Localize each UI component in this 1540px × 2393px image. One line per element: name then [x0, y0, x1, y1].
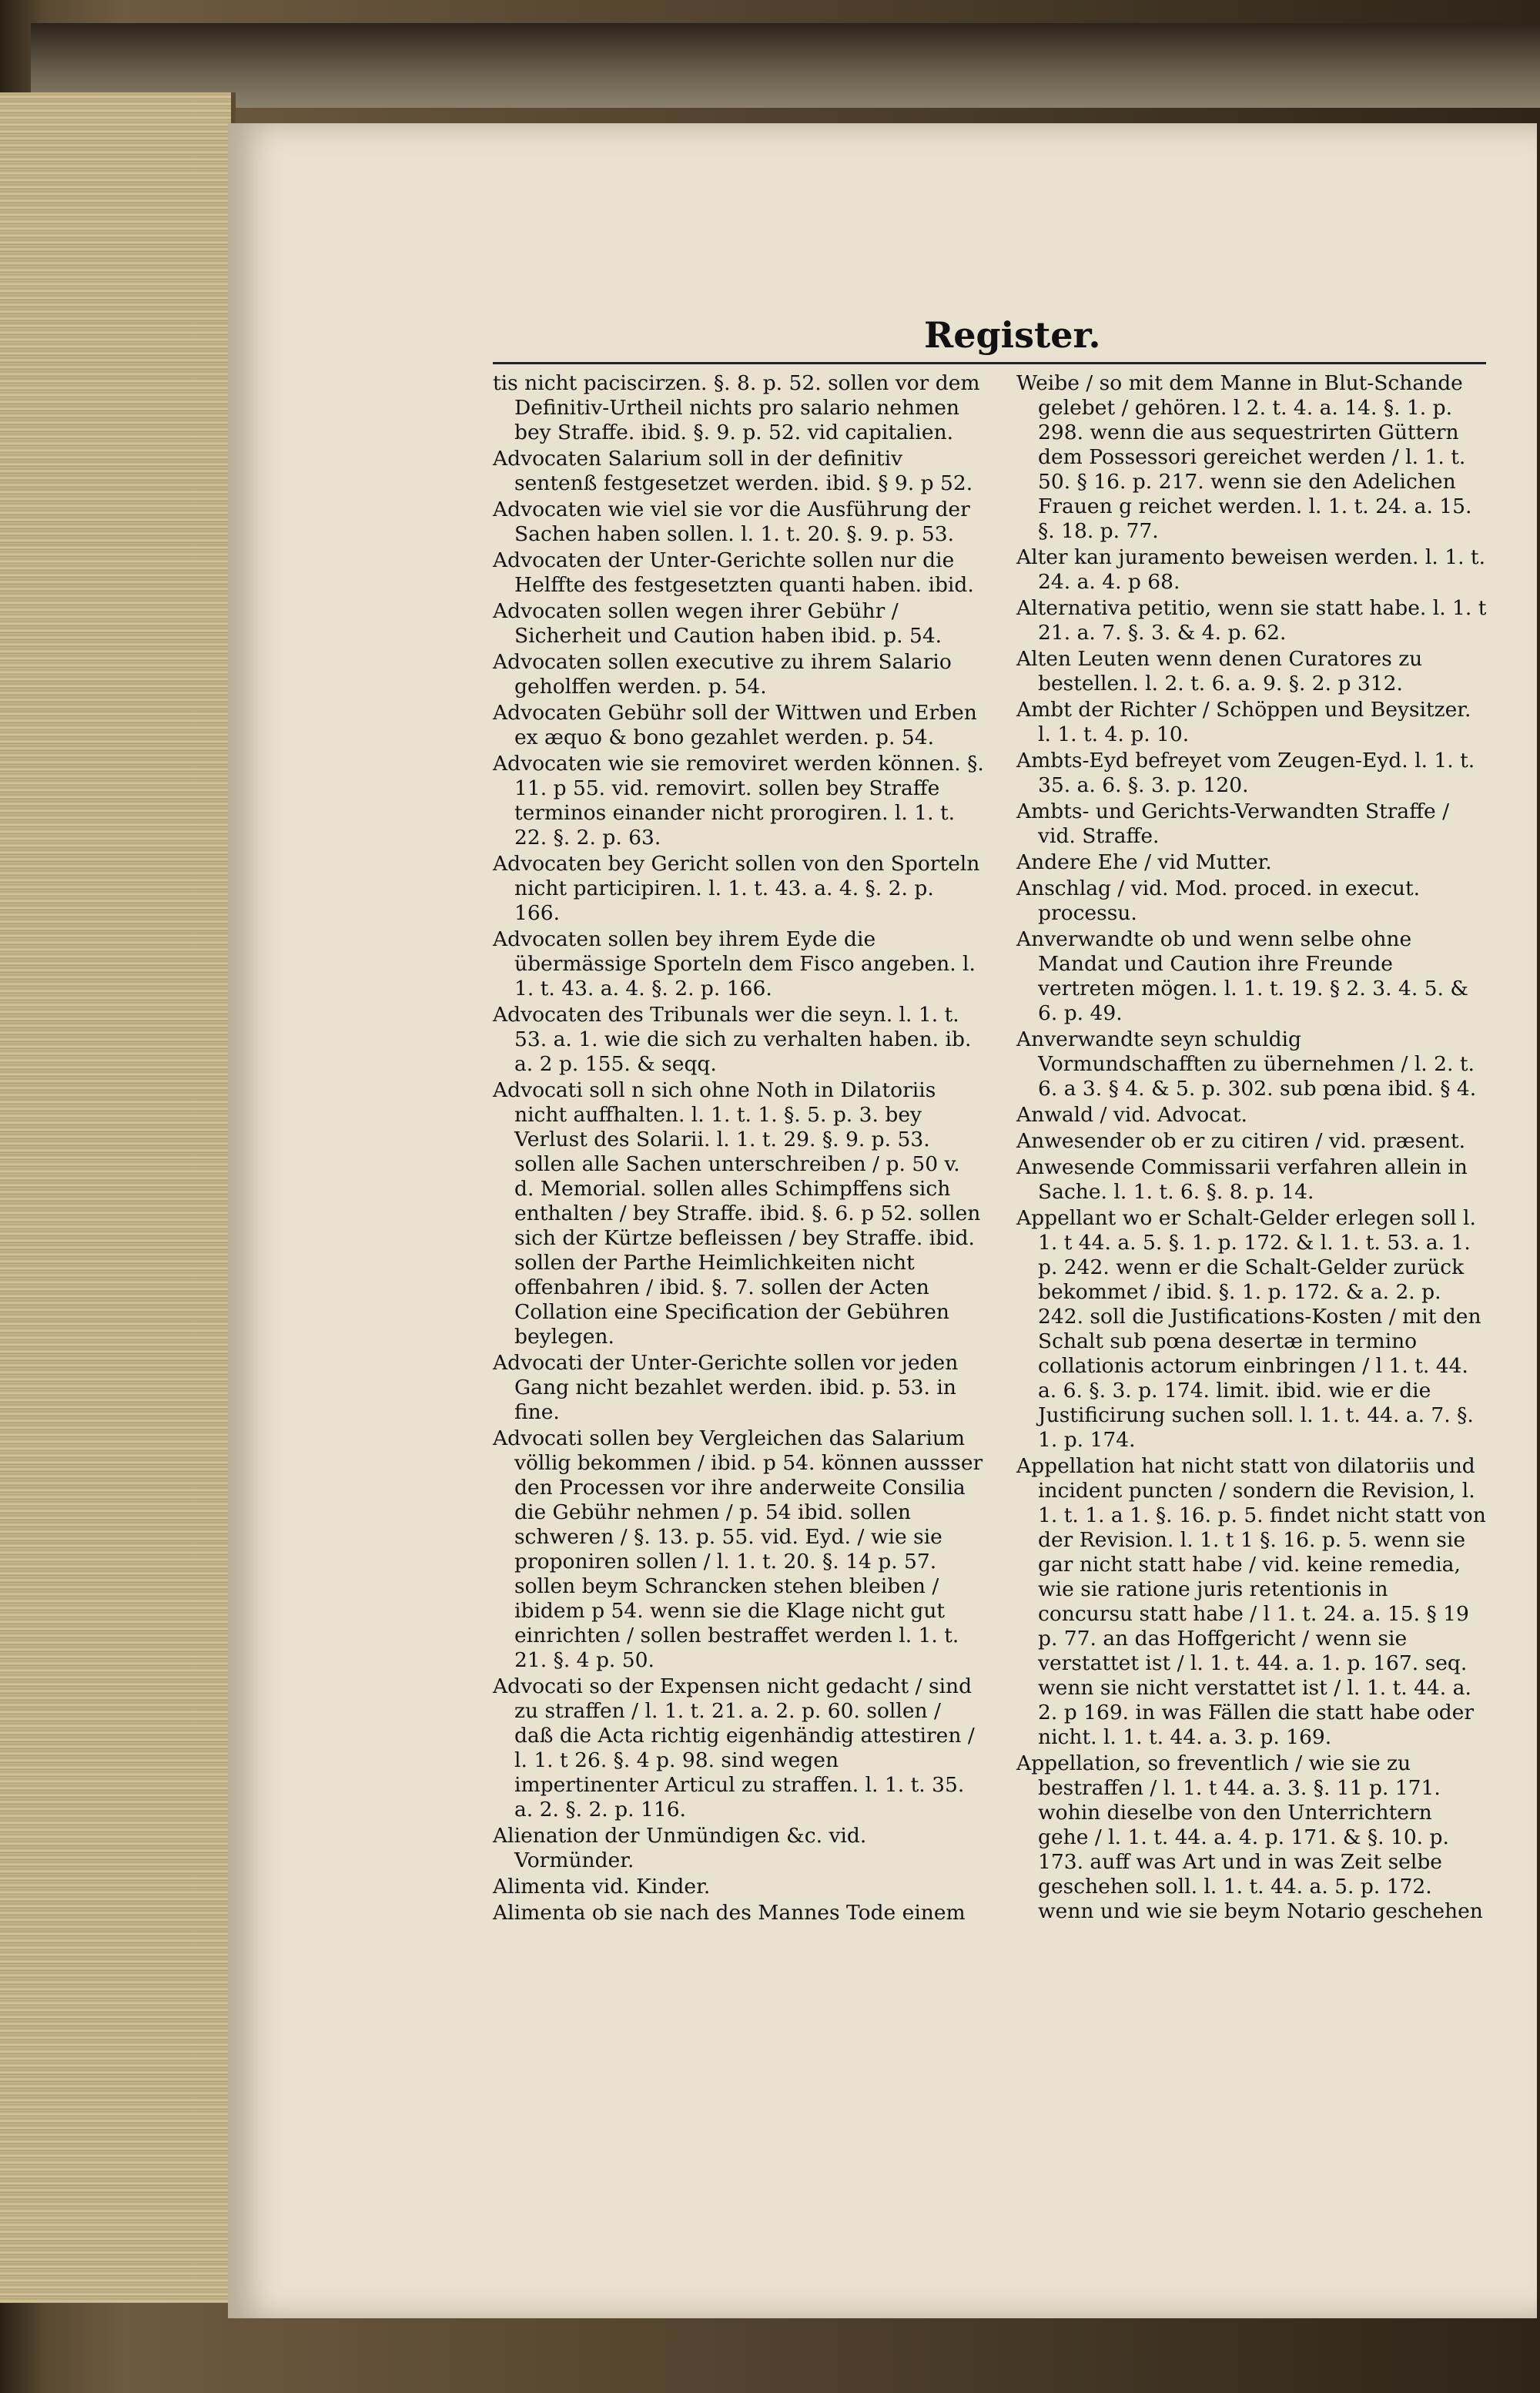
- register-entry: Appellation hat nicht statt von dilatoriis und incident puncten / sondern die Revision, l. 1. t. 1. a 1. §. 16. p. 5. findet nicht statt von der Revision. l. 1. t 1 §. 16. p. 5. wenn sie gar nicht statt habe / vid. keine remedia, wie sie ratione juris retentionis in concursu statt habe / l 1. t. 24. a. 15. § 19 p. 77. an das Hoffgericht / wenn sie verstattet ist / l. 1. t. 44. a. 1. p. 167. seq. wenn sie nicht verstattet ist / l. 1. t. 44. a. 2. p 169. in was Fällen die statt habe oder nicht. l. 1. t. 44. a. 3. p. 169.: [1016, 1454, 1486, 1749]
- register-entry: Anwesender ob er zu citiren / vid. præsent.: [1016, 1129, 1466, 1153]
- register-entry: Ambt der Richter / Schöppen und Beysitzer. l. 1. t. 4. p. 10.: [1016, 698, 1471, 746]
- register-entry: Weibe / so mit dem Manne in Blut-Schande gelebet / gehören. l 2. t. 4. a. 14. §. 1. p. 298. wenn die aus sequestrirten Güttern dem Possessori gereichet werden / l. 1. t. 50. § 16. p. 217. wenn sie den Adelichen Frauen g reichet werden. l. 1. t. 24. a. 15. §. 18. p. 77.: [1016, 371, 1472, 543]
- register-entry: Alten Leuten wenn denen Curatores zu bestellen. l. 2. t. 6. a. 9. §. 2. p 312.: [1016, 647, 1423, 695]
- right-column: [1016, 371, 1488, 1925]
- book-cover-edge: [31, 23, 1540, 108]
- register-entry: Andere Ehe / vid Mutter.: [1016, 850, 1272, 874]
- register-entry: Anverwandte ob und wenn selbe ohne Mandat und Caution ihre Freunde vertreten mögen. l. 1. t. 19. § 2. 3. 4. 5. & 6. p. 49.: [1016, 927, 1468, 1025]
- register-entry: Advocaten der Unter-Gerichte sollen nur die Helffte des festgesetzten quanti haben. ibid.: [493, 548, 974, 597]
- register-entry: Alimenta ob sie nach des Mannes Tode einem: [493, 1901, 966, 1925]
- register-entry: Advocaten des Tribunals wer die seyn. l. 1. t. 53. a. 1. wie die sich zu verhalten haben. ib. a. 2 p. 155. & seqq.: [493, 1003, 972, 1076]
- register-entry: tis nicht paciscirzen. §. 8. p. 52. sollen vor dem Definitiv-Urtheil nichts pro salario nehmen bey Straffe. ibid. §. 9. p. 52. vid capitalien.: [493, 371, 980, 444]
- register-entry: Advocaten sollen executive zu ihrem Salario geholffen werden. p. 54.: [493, 650, 952, 699]
- register-entry: Alienation der Unmündigen &c. vid. Vormünder.: [493, 1824, 867, 1872]
- register-entry: Alter kan juramento beweisen werden. l. 1. t. 24. a. 4. p 68.: [1016, 545, 1485, 594]
- page-header: Register.: [924, 314, 1101, 356]
- register-entry: Alimenta vid. Kinder.: [493, 1875, 711, 1899]
- register-entry: Advocati der Unter-Gerichte sollen vor jeden Gang nicht bezahlet werden. ibid. p. 53. in fine.: [493, 1351, 959, 1424]
- register-entry: Advocati sollen bey Vergleichen das Salarium völlig bekommen / ibid. p 54. können aussser den Processen vor ihre anderweite Consilia die Gebühr nehmen / p. 54 ibid. sollen schweren / §. 13. p. 55. vid. Eyd. / wie sie proponiren sollen / l. 1. t. 20. §. 14 p. 57. sollen beym Schrancken stehen bleiben / ibidem p 54. wenn sie die Klage nicht gut einrichten / sollen bestraffet werden l. 1. t. 21. §. 4 p. 50.: [493, 1426, 983, 1672]
- header-rule: [493, 362, 1486, 364]
- left-column: [493, 371, 986, 1927]
- register-entry: Appellation, so freventlich / wie sie zu bestraffen / l. 1. t 44. a. 3. §. 11 p. 171. wohin dieselbe von den Unterrichtern gehe / l. 1. t. 44. a. 4. p. 171. & §. 10. p. 173. auff was Art und in was Zeit selbe geschehen soll. l. 1. t. 44. a. 5. p. 172. wenn und wie sie beym Notario geschehen: [1016, 1751, 1483, 1923]
- page-edges: [0, 92, 236, 2303]
- register-entry: Anwald / vid. Advocat.: [1016, 1103, 1247, 1127]
- register-entry: Anverwandte seyn schuldig Vormundschafften zu übernehmen / l. 2. t. 6. a 3. § 4. & 5. p. 302. sub pœna ibid. § 4.: [1016, 1027, 1477, 1101]
- register-entry: Advocaten Gebühr soll der Wittwen und Erben ex æquo & bono gezahlet werden. p. 54.: [493, 701, 977, 749]
- register-entry: Ambts- und Gerichts-Verwandten Straffe / vid. Straffe.: [1016, 799, 1450, 848]
- register-entry: Advocaten sollen wegen ihrer Gebühr / Sicherheit und Caution haben ibid. p. 54.: [493, 599, 942, 648]
- register-entry: Alternativa petitio, wenn sie statt habe. l. 1. t 21. a. 7. §. 3. & 4. p. 62.: [1016, 596, 1487, 645]
- register-entry: Advocaten wie sie removiret werden können. §. 11. p 55. vid. removirt. sollen bey Straffe terminos einander nicht prorogiren. l. 1. t. 22. §. 2. p. 63.: [493, 752, 984, 850]
- register-entry: Anschlag / vid. Mod. proced. in execut. processu.: [1016, 876, 1421, 925]
- register-entry: Anwesende Commissarii verfahren allein in Sache. l. 1. t. 6. §. 8. p. 14.: [1016, 1155, 1468, 1204]
- register-entry: Advocati soll n sich ohne Noth in Dilatoriis nicht auffhalten. l. 1. t. 1. §. 5. p. 3. bey Verlust des Solarii. l. 1. t. 29. §. 9. p. 53. sollen alle Sachen unterschreiben / p. 50 v. d. Memorial. sollen alles Schimpffens sich enthalten / bey Straffe. ibid. §. 6. p 52. sollen sich der Kürtze befleissen / bey Straffe. ibid. sollen der Parthe Heimlichkeiten nicht offenbahren / ibid. §. 7. sollen der Acten Collation eine Specification der Gebühren beylegen.: [493, 1078, 981, 1349]
- register-entry: Advocati so der Expensen nicht gedacht / sind zu straffen / l. 1. t. 21. a. 2. p. 60. sollen / daß die Acta richtig eigenhändig attestiren / l. 1. t 26. §. 4 p. 98. sind wegen impertinenter Articul zu straffen. l. 1. t. 35. a. 2. §. 2. p. 116.: [493, 1674, 975, 1822]
- register-entry: Advocaten Salarium soll in der definitiv sentenß festgesetzet werden. ibid. § 9. p 52.: [493, 447, 973, 495]
- register-entry: Advocaten bey Gericht sollen von den Sporteln nicht participiren. l. 1. t. 43. a. 4. §. 2. p. 166.: [493, 852, 980, 925]
- register-entry: Advocaten sollen bey ihrem Eyde die übermässige Sporteln dem Fisco angeben. l. 1. t. 43. a. 4. §. 2. p. 166.: [493, 927, 976, 1000]
- register-entry: Ambts-Eyd befreyet vom Zeugen-Eyd. l. 1. t. 35. a. 6. §. 3. p. 120.: [1016, 749, 1475, 797]
- register-entry: Advocaten wie viel sie vor die Ausführung der Sachen haben sollen. l. 1. t. 20. §. 9. p. 53.: [493, 498, 970, 546]
- register-entry: Appellant wo er Schalt-Gelder erlegen soll l. 1. t 44. a. 5. §. 1. p. 172. & l. 1. t. 53. a. 1. p. 242. wenn er die Schalt-Gelder zurück bekommet / ibid. §. 1. p. 172. & a. 2. p. 242. soll die Justifications-Kosten / mit den Schalt sub pœna desertæ in termino collationis actorum einbringen / l 1. t. 44. a. 6. §. 3. p. 174. limit. ibid. wie er die Justificirung suchen soll. l. 1. t. 44. a. 7. §. 1. p. 174.: [1016, 1206, 1481, 1452]
